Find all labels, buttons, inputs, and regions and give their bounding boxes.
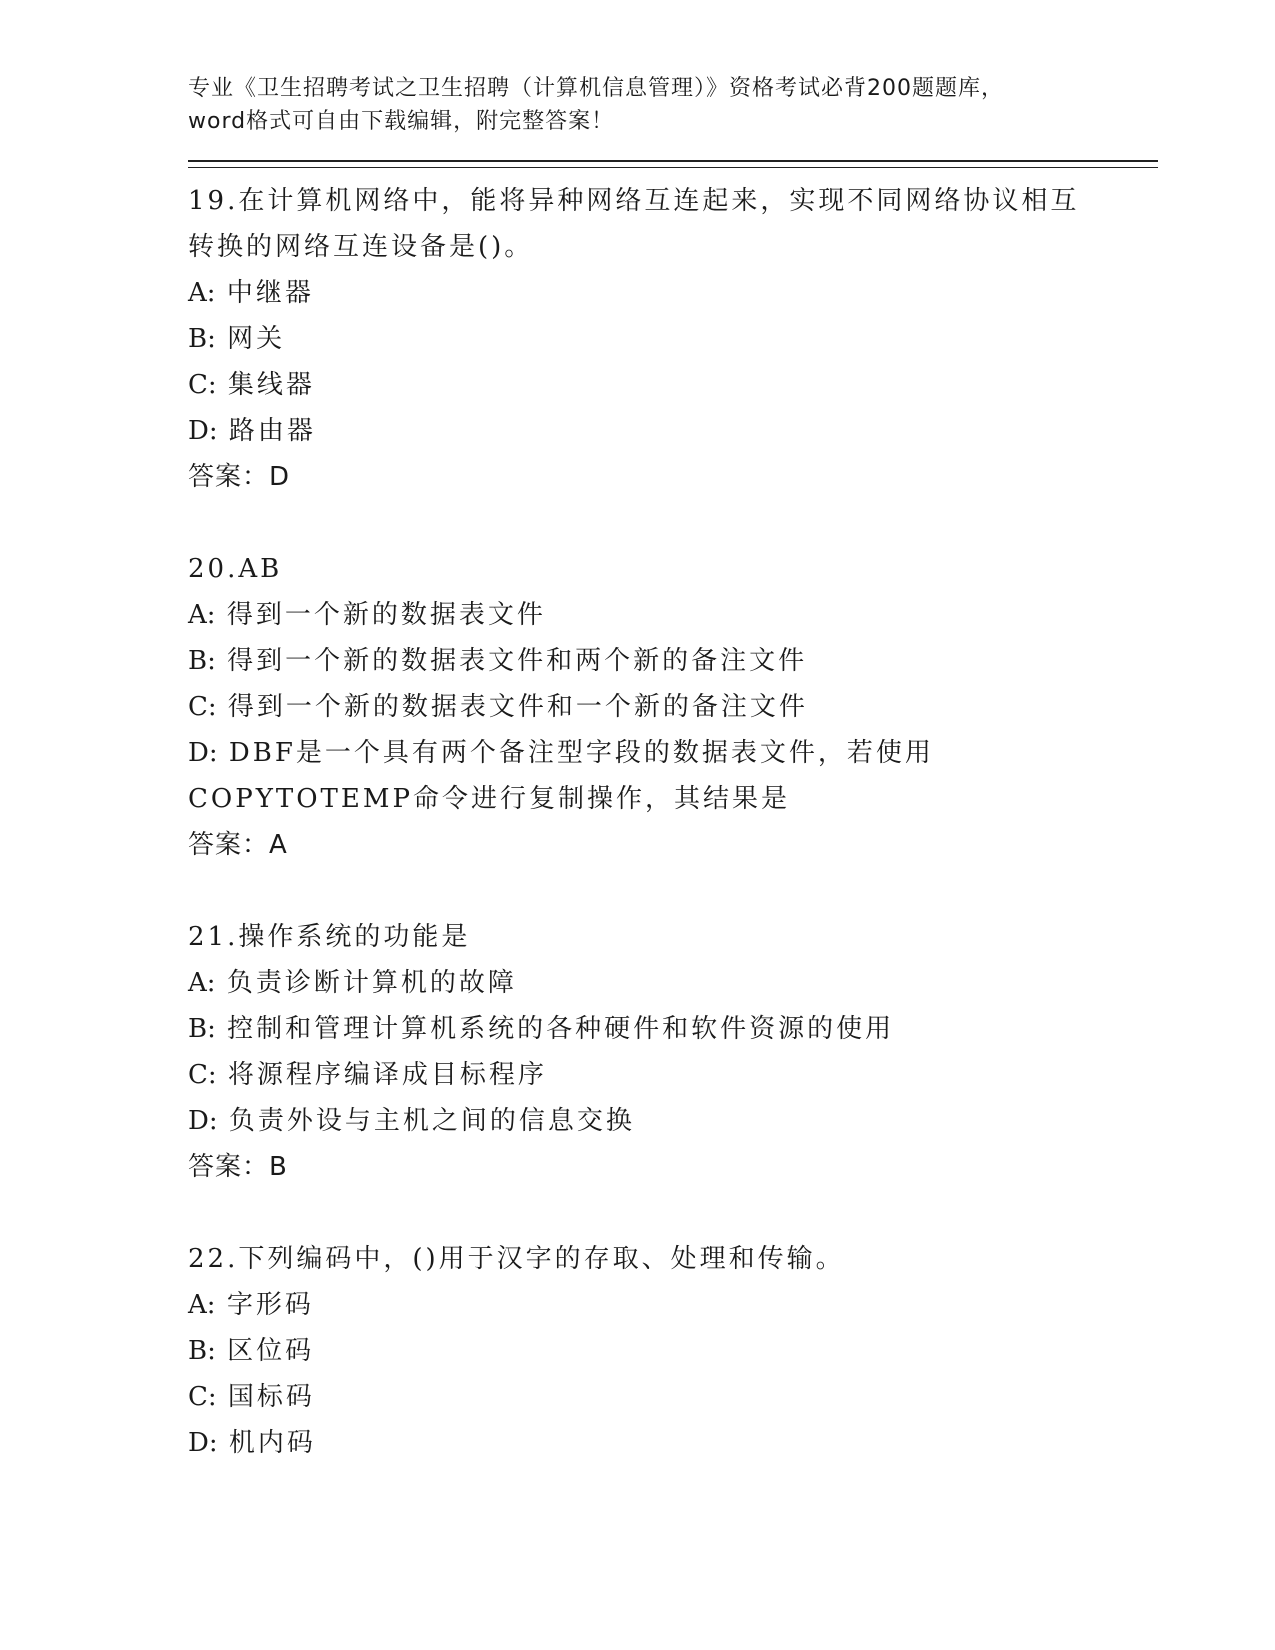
option-a bbox=[188, 270, 1088, 316]
document-page bbox=[188, 72, 1158, 1512]
option-d bbox=[188, 408, 1088, 454]
option-text: 集线器 bbox=[227, 370, 315, 400]
option-b bbox=[188, 1328, 1088, 1374]
option-label: C: bbox=[188, 1382, 217, 1412]
option-b bbox=[188, 1006, 1088, 1052]
option-label: A: bbox=[188, 968, 216, 998]
option-text: 区位码 bbox=[227, 1336, 315, 1366]
option-b bbox=[188, 638, 1088, 684]
answer-line: 答案：B bbox=[188, 1152, 288, 1182]
option-text: DBF是一个具有两个备注型字段的数据表文件，若使用COPYTOTEMP命令进行复制操作，其结果是 bbox=[188, 738, 934, 814]
option-label: B: bbox=[188, 1336, 216, 1366]
header-line-1: 专业《卫生招聘考试之卫生招聘（计算机信息管理）》资格考试必背200题题库， bbox=[188, 76, 1004, 101]
option-text: 得到一个新的数据表文件 bbox=[226, 600, 546, 630]
option-label: D: bbox=[188, 416, 218, 446]
option-text: 网关 bbox=[227, 324, 286, 354]
option-label: D: bbox=[188, 1428, 218, 1458]
option-text: 负责外设与主机之间的信息交换 bbox=[228, 1106, 635, 1136]
option-label: B: bbox=[188, 646, 216, 676]
question-21 bbox=[188, 914, 1158, 1190]
question-20 bbox=[188, 546, 1158, 868]
option-label: B: bbox=[188, 1014, 216, 1044]
header-divider bbox=[188, 160, 1158, 168]
option-text: 国标码 bbox=[227, 1382, 315, 1412]
option-text: 字形码 bbox=[226, 1290, 314, 1320]
document-header bbox=[188, 72, 1088, 138]
option-c bbox=[188, 362, 1088, 408]
option-text: 中继器 bbox=[226, 278, 314, 308]
option-label: C: bbox=[188, 1060, 217, 1090]
option-label: A: bbox=[188, 1290, 216, 1320]
answer-line: 答案：A bbox=[188, 830, 288, 860]
option-label: B: bbox=[188, 324, 216, 354]
option-text: 将源程序编译成目标程序 bbox=[227, 1060, 547, 1090]
option-c bbox=[188, 1374, 1088, 1420]
option-text: 控制和管理计算机系统的各种硬件和软件资源的使用 bbox=[227, 1014, 895, 1044]
question-stem: 19.在计算机网络中，能将异种网络互连起来，实现不同网络协议相互转换的网络互连设备是()。 bbox=[188, 186, 1080, 262]
option-text: 负责诊断计算机的故障 bbox=[226, 968, 517, 998]
option-label: A: bbox=[188, 278, 216, 308]
option-label: D: bbox=[188, 1106, 218, 1136]
option-d bbox=[188, 730, 1088, 822]
option-text: 得到一个新的数据表文件和一个新的备注文件 bbox=[227, 692, 808, 722]
option-label: D: bbox=[188, 738, 218, 768]
option-label: C: bbox=[188, 370, 217, 400]
option-label: A: bbox=[188, 600, 216, 630]
option-a bbox=[188, 1282, 1088, 1328]
option-text: 机内码 bbox=[228, 1428, 316, 1458]
option-text: 路由器 bbox=[228, 416, 316, 446]
option-text: 得到一个新的数据表文件和两个新的备注文件 bbox=[227, 646, 808, 676]
option-b bbox=[188, 316, 1088, 362]
option-a bbox=[188, 960, 1088, 1006]
question-stem: 22.下列编码中，()用于汉字的存取、处理和传输。 bbox=[188, 1244, 845, 1274]
option-label: C: bbox=[188, 692, 217, 722]
question-stem: 21.操作系统的功能是 bbox=[188, 922, 471, 952]
option-d bbox=[188, 1098, 1088, 1144]
answer-line: 答案：D bbox=[188, 462, 291, 492]
option-a bbox=[188, 592, 1088, 638]
option-d bbox=[188, 1420, 1088, 1466]
question-19 bbox=[188, 178, 1158, 500]
header-line-2: word格式可自由下载编辑，附完整答案！ bbox=[188, 109, 615, 134]
option-c bbox=[188, 684, 1088, 730]
question-stem: 20.AB bbox=[188, 554, 283, 584]
question-22 bbox=[188, 1236, 1158, 1466]
option-c bbox=[188, 1052, 1088, 1098]
